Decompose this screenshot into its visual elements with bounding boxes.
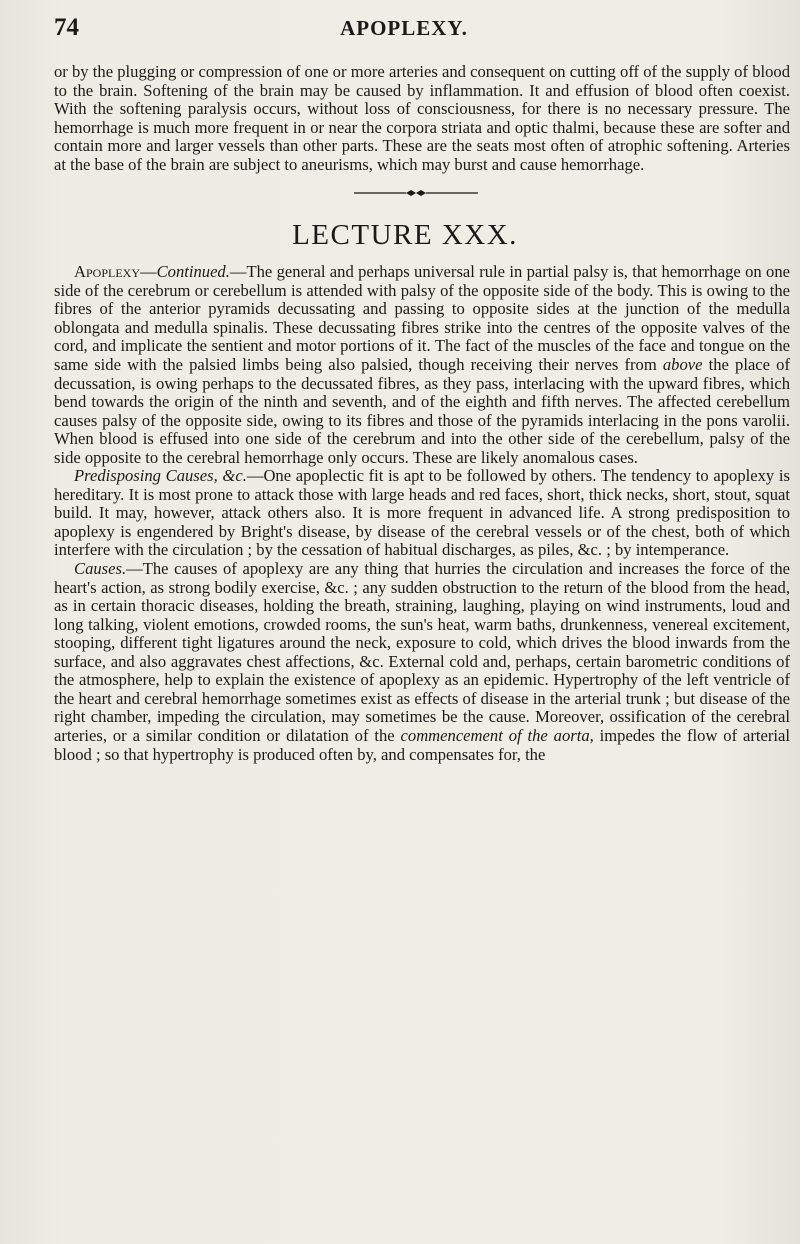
paragraph-apoplexy-continued: [54, 263, 790, 467]
section-divider-ornament: [354, 187, 478, 199]
body-text: [54, 63, 790, 764]
intro-paragraph: or by the plugging or compression of one or more arteries and consequent on cutting off of the supply of blood to the brain. Softening of the brain may be caused by inflammation. It and effusion of blood often coexist. With the softening paralysis occurs, without loss of consciousness, for there is no necessary pressure. The hemorrhage is much more frequent in or near the corpora striata and optic thalmi, because these are softer and contain more and larger vessels than other parts. These are the seats most often of atrophic softening. Arteries at the base of the brain are subject to aneurisms, which may burst and cause hemorrhage.: [54, 62, 790, 174]
running-head: [54, 14, 790, 44]
section-lead-italic: Predisposing Causes, &c.: [74, 466, 247, 486]
section-lead-italic: Causes.: [74, 559, 127, 579]
paragraph-causes: [54, 560, 790, 764]
section-lead: Apoplexy: [74, 262, 140, 282]
paragraph-text: impedes the flow of arterial blood ; so that hypertrophy is produced often by, and compensates for, the: [54, 725, 791, 764]
emphasis-text: commencement of the aorta,: [400, 725, 594, 745]
lecture-heading: LECTURE XXX.: [292, 219, 518, 252]
paragraph-text: —One apoplectic fit is apt to be followed by others. The tendency to apoplexy is hereditary. It is most prone to attack those with large heads and red faces, short, thick necks, short, stout, squat build. It may, however, attack others also. It is more frequent in advanced life. A strong predisposition to apoplexy is engendered by Bright's disease, by disease of the cerebral vessels or of the chest, both of which interfere with the circulation ; by the cessation of habitual discharges, as piles, &c. ; by intemperance.: [54, 466, 790, 560]
paragraph-text: —The causes of apoplexy are any thing that hurries the circulation and increases the force of the heart's action, as strong bodily exercise, &c. ; any sudden obstruction to the return of the blood from the head, as in certain thoracic diseases, holding the breath, straining, laughing, playing on wind instruments, loud and long talking, violent emotions, crowded rooms, the sun's heat, warm baths, drunkenness, venereal excitement, stooping, different tight ligatures around the neck, exposure to cold, which drives the blood inwards from the surface, and also aggravates chest affections, &c. External cold and, perhaps, certain barometric conditions of the atmosphere, help to explain the existence of apoplexy as an epidemic. Hypertrophy of the left ventricle of the heart and cerebral hemorrhage sometimes exist as effects of disease in the arterial trunk ; but disease of the right chamber, impeding the circulation, may sometimes be the cause. Moreover, ossification of the cerebral arteries, or a similar condition or dilatation of the: [54, 559, 790, 745]
section-lead-italic: Continued.: [156, 262, 230, 282]
running-title: APOPLEXY.: [340, 16, 468, 40]
emphasis-text: above: [662, 355, 703, 375]
section-dash: —: [140, 262, 157, 282]
page-number: 74: [54, 14, 79, 41]
paragraph-text: —The general and perhaps universal rule in partial palsy is, that hemorrhage on one side of the cerebrum or cerebellum is attended with palsy of the opposite side of the body. This is owing to the fibres of the anterior pyramids decussating and passing to opposite sides at the junction of the medulla oblongata and medulla spinalis. These decussating fibres strike into the centres of the opposite valves of the cord, and implicate the sentient and motor portions of it. The fact of the muscles of the face and tongue on the same side with the palsied limbs being also palsied, though receiving their nerves from: [54, 262, 790, 375]
paragraph-text: the place of decussation, is owing perhaps to the decussated fibres, as they pass, interlacing with the upward fibres, which bend towards the origin of the ninth and seventh, and of the eighth and fifth nerves. The affected cerebellum causes palsy of the opposite side, owing to its fibres and those of the pyramids interlacing in the pons varolii. When blood is effused into one side of the cerebrum and into the other side of the cerebellum, palsy of the side opposite to the cerebral hemorrhage only occurs. These are likely anomalous cases.: [54, 355, 790, 467]
paragraph-predisposing-causes: [54, 467, 790, 560]
